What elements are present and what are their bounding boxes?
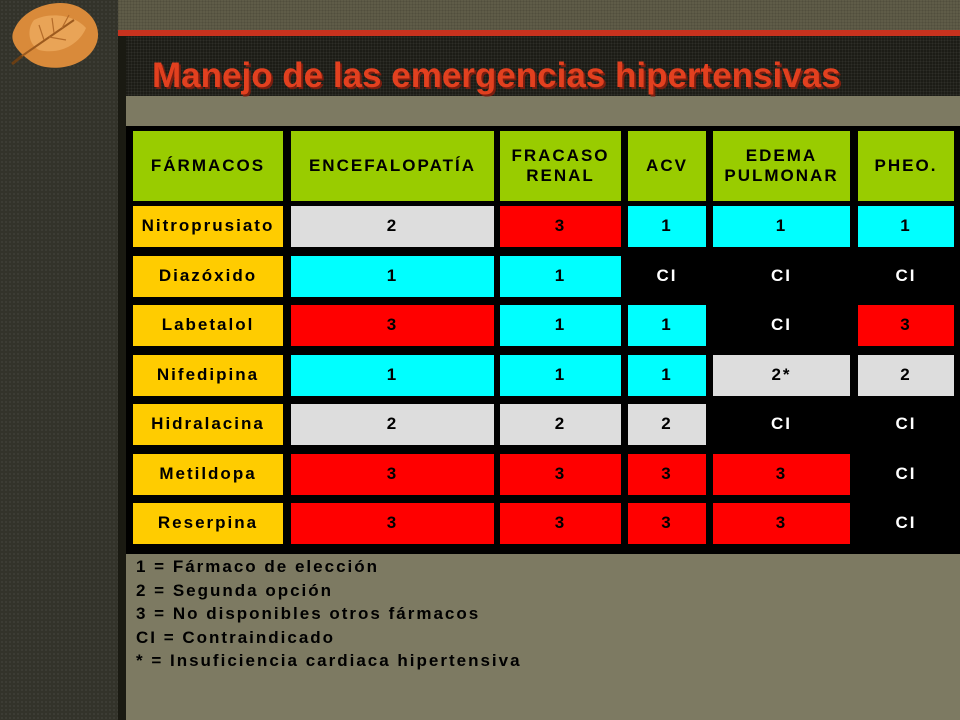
table-cell: 1	[500, 256, 621, 297]
drug-name-cell: Nifedipina	[133, 355, 283, 396]
column-header: ENCEFALOPATÍA	[291, 131, 494, 201]
left-band	[0, 0, 118, 720]
table-cell: 2*	[713, 355, 850, 396]
table-cell: 1	[628, 355, 706, 396]
table-cell: 2	[858, 355, 954, 396]
title-accent	[118, 30, 960, 36]
left-stripe	[118, 36, 126, 720]
table-cell: 1	[858, 206, 954, 247]
table-cell: 3	[713, 503, 850, 544]
table-cell: 2	[628, 404, 706, 445]
table-cell: 3	[291, 503, 494, 544]
table-cell: 2	[291, 206, 494, 247]
legend	[136, 555, 522, 673]
column-header: ACV	[628, 131, 706, 201]
table-cell: CI	[858, 454, 954, 495]
table-cell: 2	[500, 404, 621, 445]
table-cell: 2	[291, 404, 494, 445]
slide-title: Manejo de las emergencias hipertensivas	[152, 56, 841, 95]
drug-name-cell: Diazóxido	[133, 256, 283, 297]
drug-name-cell: Hidralacina	[133, 404, 283, 445]
column-header: EDEMA PULMONAR	[713, 131, 850, 201]
table-cell: 1	[713, 206, 850, 247]
column-header: FRACASO RENAL	[500, 131, 621, 201]
table-cell: 3	[713, 454, 850, 495]
table-cell: CI	[713, 305, 850, 346]
legend-item: 2 = Segunda opción	[136, 580, 334, 600]
table-cell: 1	[628, 206, 706, 247]
table-cell: CI	[713, 404, 850, 445]
legend-item: * = Insuficiencia cardiaca hipertensiva	[136, 651, 522, 670]
table-cell: 3	[858, 305, 954, 346]
table-cell: 3	[500, 454, 621, 495]
table-cell: 1	[500, 305, 621, 346]
table-cell: 1	[500, 355, 621, 396]
drug-name-cell: Nitroprusiato	[133, 206, 283, 247]
legend-item: 3 = No disponibles otros fármacos	[136, 604, 481, 623]
leaf-logo-icon	[4, 0, 112, 74]
table-cell: 3	[628, 503, 706, 544]
column-header: FÁRMACOS	[133, 131, 283, 201]
table-cell: 3	[500, 503, 621, 544]
legend-item: CI = Contraindicado	[136, 627, 336, 647]
table-cell: CI	[858, 404, 954, 445]
drug-name-cell: Labetalol	[133, 305, 283, 346]
legend-item: 1 = Fármaco de elección	[136, 557, 380, 576]
top-band	[0, 0, 960, 30]
table-cell: 3	[500, 206, 621, 247]
table-cell: 3	[291, 305, 494, 346]
table-cell: 3	[291, 454, 494, 495]
drug-name-cell: Metildopa	[133, 454, 283, 495]
drug-name-cell: Reserpina	[133, 503, 283, 544]
column-header: PHEO.	[858, 131, 954, 201]
table-cell: CI	[628, 256, 706, 297]
table-cell: 1	[628, 305, 706, 346]
table-cell: CI	[713, 256, 850, 297]
table-cell: 3	[628, 454, 706, 495]
table-cell: 1	[291, 256, 494, 297]
table-cell: CI	[858, 256, 954, 297]
table-cell: 1	[291, 355, 494, 396]
table-cell: CI	[858, 503, 954, 544]
